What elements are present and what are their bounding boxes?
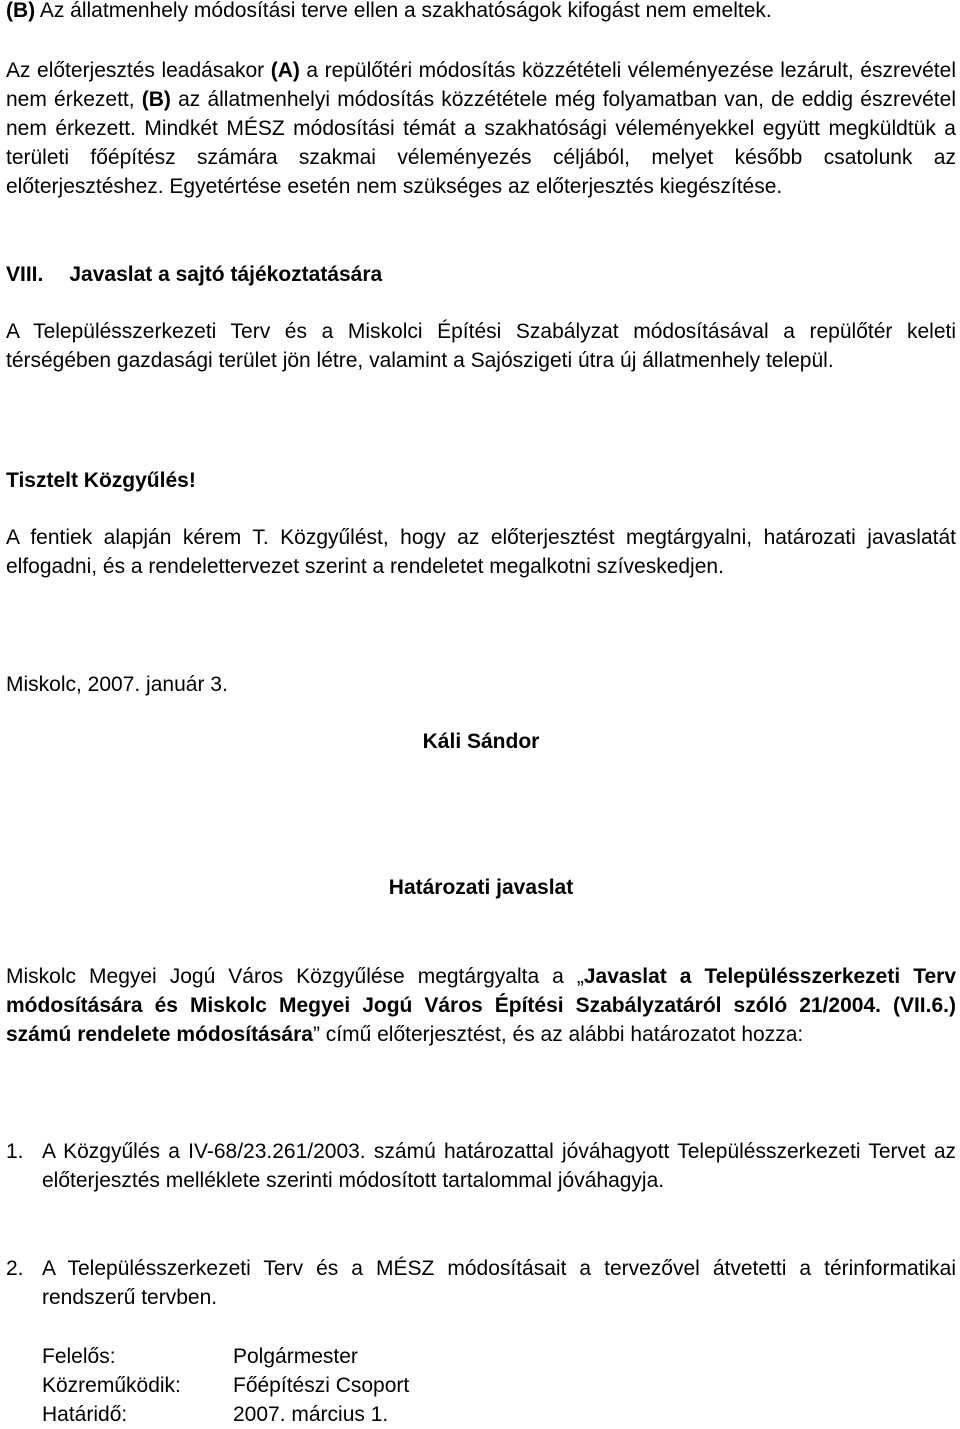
- section-b-note: [6, 0, 956, 25]
- responsible-value: Polgármester: [233, 1345, 358, 1368]
- deadline-value: 2007. március 1.: [233, 1403, 389, 1426]
- section-b-text: Az állatmenhely módosítási terve ellen a szakhatóságok kifogást nem emeltek.: [35, 0, 772, 22]
- resolution-intro-text-1: Miskolc Megyei Jogú Város Közgyűlése megtárgyalta a „: [6, 965, 584, 988]
- status-paragraph: [6, 56, 956, 201]
- section-viii-number: VIII.: [6, 263, 44, 286]
- status-text-2: a repülőtéri módosítás közzétételi véleményezése lezárult, észrevétel nem érkezett,: [6, 59, 956, 111]
- resolution-item-number: 1.: [6, 1140, 24, 1163]
- contributor-label: Közreműködik:: [42, 1374, 181, 1397]
- resolution-intro-bold-title: Javaslat a Településszerkezeti Terv módosítására és Miskolc Megyei Jogú Város Építési Szabályzatáról szóló 21/2004. (VII.6.) számú rendelete módosítására: [6, 965, 956, 1046]
- contributor-value: Főépítészi Csoport: [233, 1374, 410, 1397]
- resolution-item-text: A Településszerkezeti Terv és a MÉSZ módosításait a tervezővel átvetetti a térinformatikai rendszerű tervben.: [42, 1257, 956, 1309]
- status-text-3: az állatmenhelyi módosítás közzététele még folyamatban van, de eddig észrevétel nem érkezett. Mindkét MÉSZ módosítási témát a szakhatósági véleményekkel együtt megküldtük a területi főépítész számára szakmai véleményezés céljából, melyet később csatolunk az előterjesztéshez. Egyetértése esetén nem szükséges az előterjesztés kiegészítése.: [6, 88, 956, 198]
- resolution-intro: [6, 962, 956, 1049]
- place-date: Miskolc, 2007. január 3.: [6, 673, 228, 696]
- signatory-name: Káli Sándor: [422, 730, 540, 753]
- resolution-heading: Határozati javaslat: [388, 876, 574, 899]
- status-tag-b: (B): [141, 88, 171, 111]
- section-b-tag: (B): [6, 0, 36, 22]
- section-viii-title: Javaslat a sajtó tájékoztatására: [69, 263, 383, 286]
- salutation: Tisztelt Közgyűlés!: [6, 469, 196, 492]
- press-paragraph: A Településszerkezeti Terv és a Miskolci Építési Szabályzat módosításával a repülőtér keleti térségében gazdasági terület jön létre, valamint a Sajószigeti útra új állatmenhely települ.: [6, 320, 956, 372]
- resolution-item-number: 2.: [6, 1257, 24, 1280]
- status-tag-a: (A): [270, 59, 300, 82]
- responsible-label: Felelős:: [42, 1345, 116, 1368]
- status-text-1: Az előterjesztés leadásakor: [6, 59, 271, 82]
- deadline-label: Határidő:: [42, 1403, 128, 1426]
- resolution-item-text: A Közgyűlés a IV-68/23.261/2003. számú határozattal jóváhagyott Településszerkezeti Tervet az előterjesztés melléklete szerinti módosított tartalommal jóváhagyja.: [42, 1140, 956, 1192]
- section-viii-heading: [6, 260, 956, 289]
- request-paragraph: A fentiek alapján kérem T. Közgyűlést, hogy az előterjesztést megtárgyalni, határozati javaslatát elfogadni, és a rendelettervezet szerint a rendeletet megalkotni szíveskedjen.: [6, 526, 956, 578]
- resolution-intro-text-2: ” című előterjesztést, és az alábbi határozatot hozza:: [312, 1023, 804, 1046]
